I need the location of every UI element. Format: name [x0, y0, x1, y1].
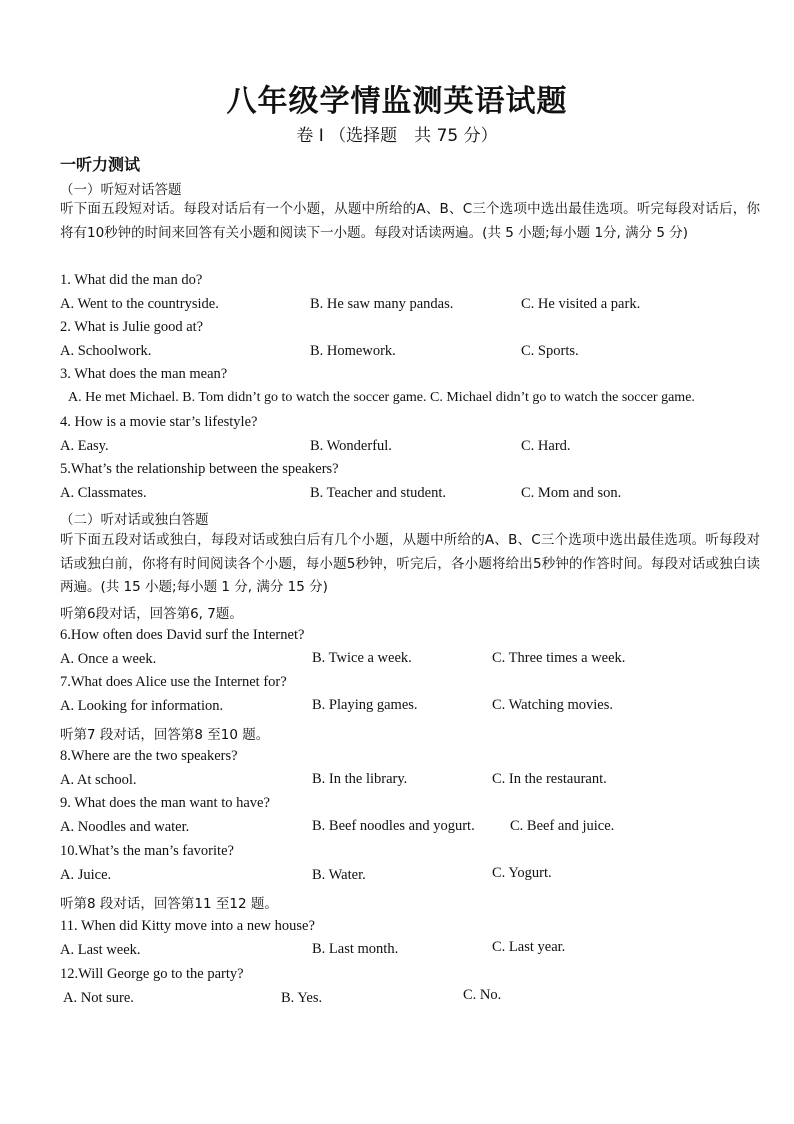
group-intro-6-7: 听第6段对话，回答第6, 7题。	[60, 606, 243, 622]
q8-option-b: B. In the library.	[312, 771, 408, 787]
q2-option-c: C. Sports.	[521, 343, 579, 359]
question-7: 7.What does Alice use the Internet for?	[60, 674, 287, 690]
question-3: 3. What does the man mean?	[60, 366, 228, 382]
question-12: 12.Will George go to the party?	[60, 966, 244, 982]
q1-option-a: A. Went to the countryside.	[60, 296, 219, 312]
page-title: 八年级学情监测英语试题	[226, 84, 568, 119]
q5-option-c: C. Mom and son.	[521, 485, 622, 501]
question-11: 11. When did Kitty move into a new house?	[60, 918, 315, 934]
part2-heading: （二）听对话或独白答题	[60, 512, 209, 528]
q5-option-b: B. Teacher and student.	[310, 485, 447, 501]
question-5: 5.What’s the relationship between the speakers?	[60, 461, 339, 477]
question-10: 10.What’s the man’s favorite?	[60, 843, 234, 859]
q1-option-c: C. He visited a park.	[521, 296, 641, 312]
q4-option-b: B. Wonderful.	[310, 438, 392, 454]
q7-option-a: A. Looking for information.	[60, 698, 224, 714]
question-4: 4. How is a movie star’s lifestyle?	[60, 414, 258, 430]
q9-option-a: A. Noodles and water.	[60, 819, 190, 835]
q11-option-c: C. Last year.	[492, 939, 566, 955]
question-8: 8.Where are the two speakers?	[60, 748, 238, 764]
q7-option-b: B. Playing games.	[312, 697, 418, 713]
question-1: 1. What did the man do?	[60, 272, 203, 288]
q4-option-c: C. Hard.	[521, 438, 571, 454]
q1-option-b: B. He saw many pandas.	[310, 296, 454, 312]
q8-option-a: A. At school.	[60, 772, 137, 788]
q9-option-b: B. Beef noodles and yogurt.	[312, 818, 475, 834]
q5-option-a: A. Classmates.	[60, 485, 147, 501]
part1-heading: （一）听短对话答题	[60, 182, 182, 198]
question-9: 9. What does the man want to have?	[60, 795, 270, 811]
q10-option-c: C. Yogurt.	[492, 865, 552, 881]
q12-option-a: A. Not sure.	[63, 990, 134, 1006]
q10-option-b: B. Water.	[312, 867, 366, 883]
section-heading: 一听力测试	[60, 155, 141, 174]
q7-option-c: C. Watching movies.	[492, 697, 613, 713]
q2-option-b: B. Homework.	[310, 343, 396, 359]
q12-option-c: C. No.	[463, 987, 502, 1003]
q9-option-c: C. Beef and juice.	[510, 818, 615, 834]
paper-subtitle: 卷 I （选择题 共 75 分）	[296, 126, 498, 146]
q6-option-b: B. Twice a week.	[312, 650, 412, 666]
q11-option-a: A. Last week.	[60, 942, 141, 958]
group-intro-8-10: 听第7 段对话，回答第8 至10 题。	[60, 727, 270, 743]
part1-instructions: 听下面五段短对话。每段对话后有一个小题，从题中所给的A、B、C三个选项中选出最佳选项。听完每段对话后，你将有10秒钟的时间来回答有关小题和阅读下一小题。每段对话读两遍。(共 5 小题;每小题 1分, 满分 5 分)	[60, 201, 760, 241]
question-6: 6.How often does David surf the Internet?	[60, 627, 305, 643]
group-intro-11-12: 听第8 段对话，回答第11 至12 题。	[60, 896, 278, 912]
q2-option-a: A. Schoolwork.	[60, 343, 152, 359]
q11-option-b: B. Last month.	[312, 941, 399, 957]
q4-option-a: A. Easy.	[60, 438, 109, 454]
q10-option-a: A. Juice.	[60, 867, 112, 883]
q12-option-b: B. Yes.	[281, 990, 323, 1006]
q8-option-c: C. In the restaurant.	[492, 771, 607, 787]
question-2: 2. What is Julie good at?	[60, 319, 204, 335]
q6-option-c: C. Three times a week.	[492, 650, 626, 666]
part2-instructions: 听下面五段对话或独白，每段对话或独白后有几个小题，从题中所给的A、B、C三个选项中选出最佳选项。听每段对话或独白前，你将有时间阅读各个小题，每小题5秒钟，听完后，各小题将给出5秒钟的作答时间。每段对话或独白读两遍。(共 15 小题;每小题 1 分, 满分 15 分)	[60, 532, 760, 595]
q6-option-a: A. Once a week.	[60, 651, 157, 667]
q3-options: A. He met Michael. B. Tom didn’t go to watch the soccer game. C. Michael didn’t go to watch the soccer game.	[68, 390, 695, 405]
